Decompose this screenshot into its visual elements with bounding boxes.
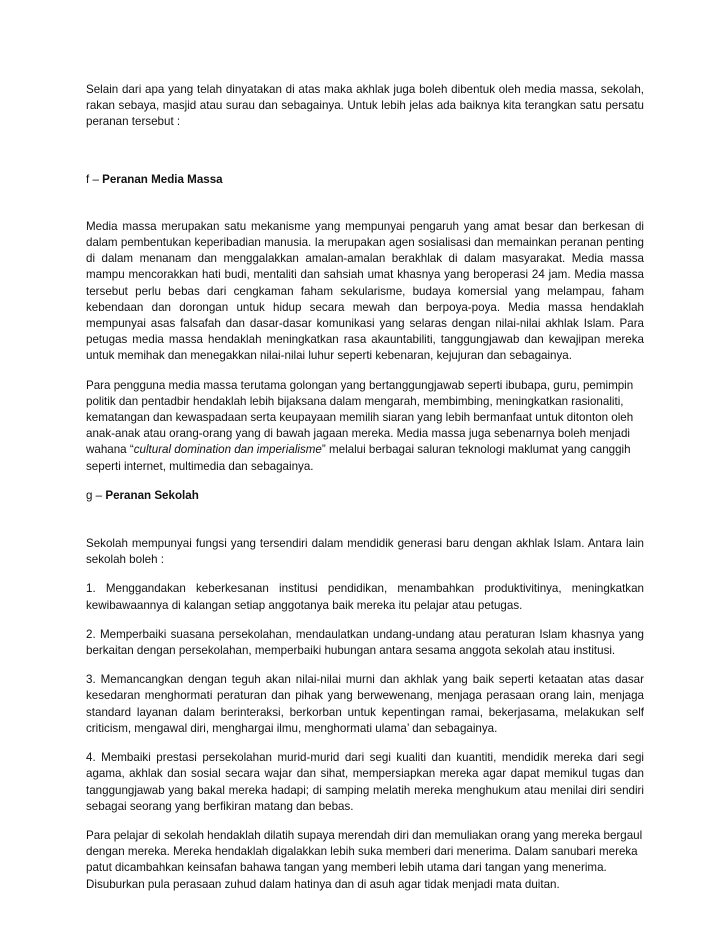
section-f-prefix: f – [86, 172, 103, 186]
section-g-title: Peranan Sekolah [105, 488, 199, 502]
sekolah-closing-paragraph: Para pelajar di sekolah hendaklah dilatih supaya merendah diri dan memuliakan orang yang mereka bergaul dengan mereka. Mereka hendaklah digalakkan lebih suka memberi dari menerima. Dalam sanubari mereka patut dicambahkan keinsafan bahawa tangan yang memberi lebih utama dari tangan yang menerima. Disuburkan pula perasaan zuhud dalam hatinya dan di asuh agar tidak menjadi mata duitan. [86, 828, 643, 891]
sekolah-intro-paragraph: Sekolah mempunyai fungsi yang tersendiri dalam mendidik generasi baru dengan akhlak Islam. Antara lain sekolah boleh : [86, 537, 644, 567]
media-massa-paragraph-2 [86, 378, 644, 475]
sekolah-item-3: 3. Memancangkan dengan teguh akan nilai-nilai murni dan akhlak yang baik seperti ketaatan atas dasar kesedaran menghormati peraturan dan pihak yang berwewenang, menjaga perasaan orang lain, menjaga standard layanan dalam berinteraksi, berkorban untuk kepentingan ramai, bekerjasama, melakukan self criticism, mengawal diri, menghargai ilmu, menghormati ulama’ dan sebagainya. [86, 673, 644, 735]
sekolah-item-2: 2. Memperbaiki suasana persekolahan, mendaulatkan undang-undang atau peraturan Islam khasnya yang berkaitan dengan persekolahan, memperbaiki hubungan antara sesama anggota sekolah atau institusi. [86, 627, 644, 658]
intro-paragraph: Selain dari apa yang telah dinyatakan di atas maka akhlak juga boleh dibentuk oleh media massa, sekolah, rakan sebaya, masjid atau surau dan sebagainya. Untuk lebih jelas ada baiknya kita terangkan satu persatu peranan tersebut : [86, 83, 644, 129]
section-f-heading [86, 172, 644, 188]
sekolah-item-1: 1. Menggandakan keberkesanan institusi pendidikan, menambahkan produktivitinya, meningkatkan kewibawaannya di kalangan setiap anggotanya baik mereka itu pelajar atau petugas. [86, 582, 644, 612]
media-massa-paragraph-2-end: ” melalui berbagai saluran teknologi maklumat yang canggih seperti internet, multimedia dan sebagainya. [86, 443, 631, 473]
media-massa-italic-phrase: cultural domination dan imperialisme [133, 443, 322, 457]
document-page [86, 82, 644, 893]
media-massa-paragraph-1: Media massa merupakan satu mekanisme yang mempunyai pengaruh yang amat besar dan berkesan di dalam pembentukan keperibadian manusia. Ia merupakan agen sosialisasi dan memainkan peranan penting di dalam menanam dan menggalakkan amalan-amalan berakhlak di dalam masyarakat. Media massa mampu mencorakkan hati budi, mentaliti dan sahsiah umat khasnya yang beroperasi 24 jam. Media massa tersebut perlu bebas dari cengkaman faham sekularisme, budaya komersial yang melampau, faham kebendaan dan dorongan untuk hidup secara mewah dan berpoya-poya. Media massa hendaklah mempunyai asas falsafah dan dasar-dasar komunikasi yang selaras dengan nilai-nilai akhlak Islam. Para petugas media massa hendaklah meningkatkan rasa akauntabiliti, tanggungjawab dan kewajipan mereka untuk memihak dan menegakkan nilai-nilai luhur seperti kebenaran, kejujuran dan sebagainya. [86, 219, 644, 363]
section-g-heading [86, 488, 644, 504]
sekolah-item-4: 4. Membaiki prestasi persekolahan murid-murid dari segi kualiti dan kuantiti, mendidik mereka dari segi agama, akhlak dan sosial secara wajar dan sihat, mempersiapkan mereka agar dapat memikul tugas dan tanggungjawab yang bakal mereka hadapi; di samping melatih mereka menghukum atau menilai diri sendiri sebagai seorang yang berfikiran matang dan bebas. [86, 751, 644, 813]
section-g-prefix: g – [86, 488, 106, 502]
media-massa-paragraph-2-start: Para pengguna media massa terutama golongan yang bertanggungjawab seperti ibubapa, guru, pemimpin politik dan pentadbir hendaklah lebih bijaksana dalam mengarah, membimbing, meningkatkan rasionaliti, kematangan dan kewaspadaan serta keupayaan memilih siaran yang lebih bermanfaat untuk ditonton oleh anak-anak atau orang-orang yang di bawah jagaan mereka. Media massa juga sebenarnya boleh menjadi wahana “ [86, 378, 634, 457]
section-f-title: Peranan Media Massa [102, 172, 223, 186]
